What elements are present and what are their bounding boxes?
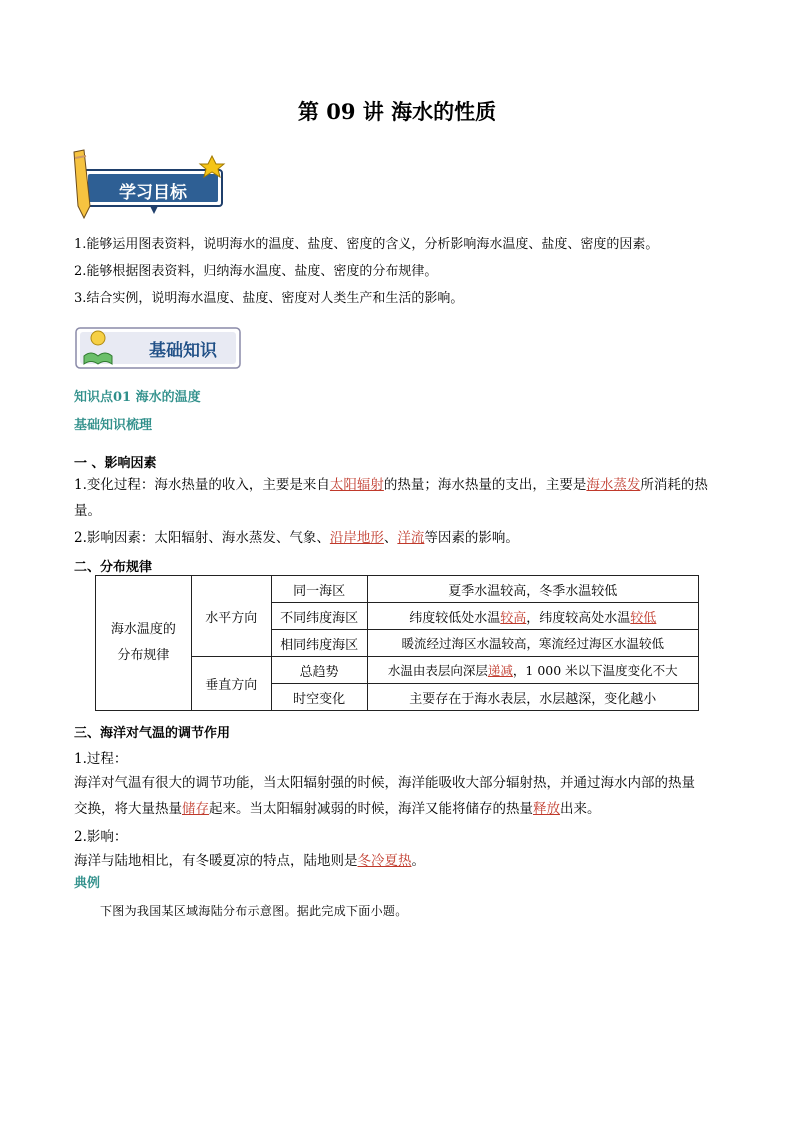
table-row-value: 水温由表层向深层递减，1 000 米以下温度变化不大 (367, 657, 698, 684)
knowledge-point-title: 知识点01 海水的温度 (74, 390, 201, 405)
horizontal-direction-cell: 水平方向 (191, 576, 271, 657)
section-3-sub-1: 1.过程： (74, 751, 128, 767)
table-row-key: 相同纬度海区 (271, 630, 367, 657)
learning-objectives-banner (70, 148, 230, 220)
table-row-value: 暖流经过海区水温较高，寒流经过海区水温较低 (367, 630, 698, 657)
distribution-table (95, 575, 699, 711)
section-3-heading: 三、海洋对气温的调节作用 (74, 726, 231, 741)
section-1-heading: 一 、影响因素 (74, 456, 157, 471)
table-row-key: 时空变化 (271, 684, 367, 711)
basic-knowledge-banner (72, 322, 244, 374)
objective-1: 1.能够运用图表资料，说明海水的温度、盐度、密度的含义，分析影响海水温度、盐度、密度的因素。 (74, 237, 659, 252)
section-3-paragraph-2: 海洋与陆地相比，有冬暖夏凉的特点，陆地则是冬冷夏热。 (74, 853, 425, 869)
table-row-key: 总趋势 (271, 657, 367, 684)
section-3-paragraph-1: 海洋对气温有很大的调节功能，当太阳辐射强的时候，海洋能吸收大部分辐射热，并通过海水内部的热量 交换，将大量热量储存起来。当太阳辐射减弱的时候，海洋又能将储存的热量释放出来。 (74, 775, 695, 817)
section-2-heading: 二、分布规律 (74, 560, 153, 575)
example-label: 典例 (74, 876, 101, 891)
table-root-cell: 海水温度的 分布规律 (96, 576, 192, 711)
table-row-value: 主要存在于海水表层，水层越深，变化越小 (367, 684, 698, 711)
section-3-sub-2: 2.影响： (74, 829, 128, 845)
knowledge-subtitle: 基础知识梳理 (74, 418, 153, 433)
table-row-key: 同一海区 (271, 576, 367, 603)
table-row-value: 纬度较低处水温较高，纬度较高处水温较低 (367, 603, 698, 630)
table-row-key: 不同纬度海区 (271, 603, 367, 630)
objective-3: 3.结合实例，说明海水温度、盐度、密度对人类生产和生活的影响。 (74, 291, 464, 306)
table-row-value: 夏季水温较高，冬季水温较低 (367, 576, 698, 603)
vertical-direction-cell: 垂直方向 (191, 657, 271, 711)
learning-objectives-label: 学习目标 (119, 183, 187, 203)
basic-knowledge-label: 基础知识 (149, 341, 217, 361)
example-text: 下图为我国某区域海陆分布示意图。据此完成下面小题。 (100, 904, 408, 918)
page-title: 第 09 讲 海水的性质 (297, 99, 497, 124)
section-1-paragraph-1: 1.变化过程：海水热量的收入，主要是来自太阳辐射的热量；海水热量的支出，主要是海水蒸发所消耗的热 量。 (74, 477, 708, 519)
objective-2: 2.能够根据图表资料，归纳海水温度、盐度、密度的分布规律。 (74, 264, 438, 279)
section-1-paragraph-2: 2.影响因素：太阳辐射、海水蒸发、气象、沿岸地形、洋流等因素的影响。 (74, 530, 519, 546)
